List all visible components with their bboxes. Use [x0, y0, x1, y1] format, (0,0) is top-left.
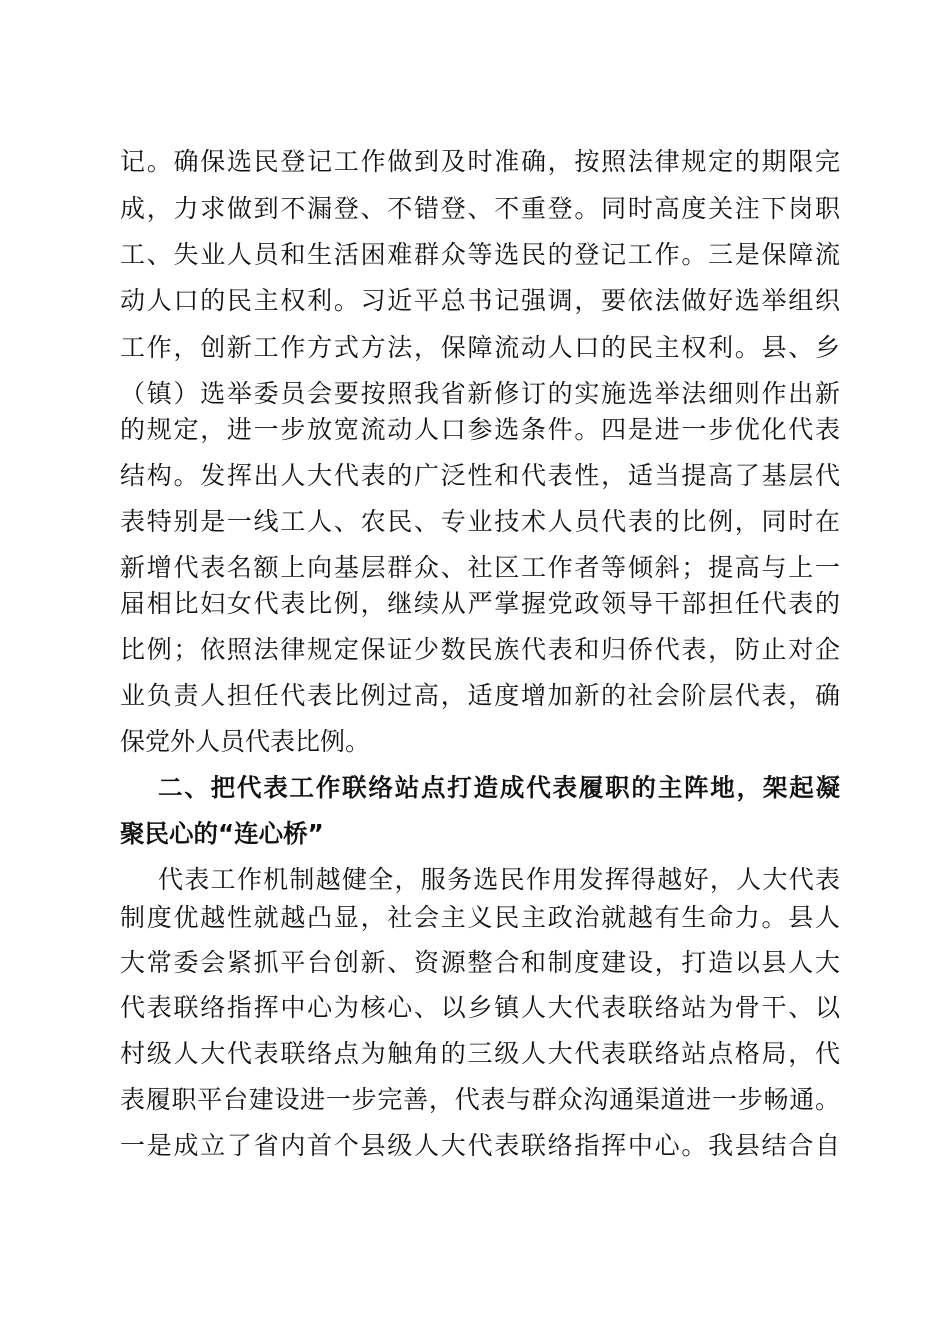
paragraph-1-line-13: 业负责人担任代表比例过高，适度增加新的社会阶层代表，确	[120, 681, 840, 710]
paragraph-1-line-2: 成，力求做到不漏登、不错登、不重登。同时高度关注下岗职	[120, 194, 840, 223]
paragraph-1-line-8: 结构。发挥出人大代表的广泛性和代表性，适当提高了基层代	[120, 461, 840, 490]
paragraph-2-line-5: 村级人大代表联络点为触角的三级人大代表联络站点格局，代	[120, 1039, 840, 1068]
paragraph-1-line-5: 工作，创新工作方式方法，保障流动人口的民主权利。县、乡	[120, 333, 840, 362]
paragraph-1-line-1: 记。确保选民登记工作做到及时准确，按照法律规定的期限完	[120, 147, 840, 176]
paragraph-1-line-11: 届相比妇女代表比例，继续从严掌握党政领导干部担任代表的	[120, 589, 840, 618]
paragraph-2-line-7: 一是成立了省内首个县级人大代表联络指挥中心。我县结合自	[120, 1131, 840, 1160]
paragraph-2-line-3: 大常委会紧抓平台创新、资源整合和制度建设，打造以县人大	[120, 948, 840, 977]
paragraph-1-line-3: 工、失业人员和生活困难群众等选民的登记工作。三是保障流	[120, 240, 840, 269]
paragraph-1-line-12: 比例；依照法律规定保证少数民族代表和归侨代表，防止对企	[120, 635, 840, 664]
paragraph-1-line-6: （镇）选举委员会要按照我省新修订的实施选举法细则作出新	[120, 379, 840, 408]
section-heading-line-1: 二、把代表工作联络站点打造成代表履职的主阵地，架起凝	[158, 773, 840, 802]
section-heading-line-2: 聚民心的“连心桥”	[120, 819, 324, 848]
paragraph-1-line-7: 的规定，进一步放宽流动人口参选条件。四是进一步优化代表	[120, 415, 840, 444]
paragraph-1-line-9: 表特别是一线工人、农民、专业技术人员代表的比例，同时在	[120, 507, 840, 536]
paragraph-2-line-4: 代表联络指挥中心为核心、以乡镇人大代表联络站为骨干、以	[120, 993, 840, 1022]
paragraph-2-line-6: 表履职平台建设进一步完善，代表与群众沟通渠道进一步畅通。	[120, 1085, 840, 1114]
paragraph-2-line-2: 制度优越性就越凸显，社会主义民主政治就越有生命力。县人	[120, 903, 840, 932]
paragraph-2-line-1: 代表工作机制越健全，服务选民作用发挥得越好，人大代表	[158, 865, 840, 894]
paragraph-1-line-14: 保党外人员代表比例。	[120, 727, 371, 756]
paragraph-1-line-4: 动人口的民主权利。习近平总书记强调，要依法做好选举组织	[120, 286, 840, 315]
paragraph-1-line-10: 新增代表名额上向基层群众、社区工作者等倾斜；提高与上一	[120, 553, 840, 582]
